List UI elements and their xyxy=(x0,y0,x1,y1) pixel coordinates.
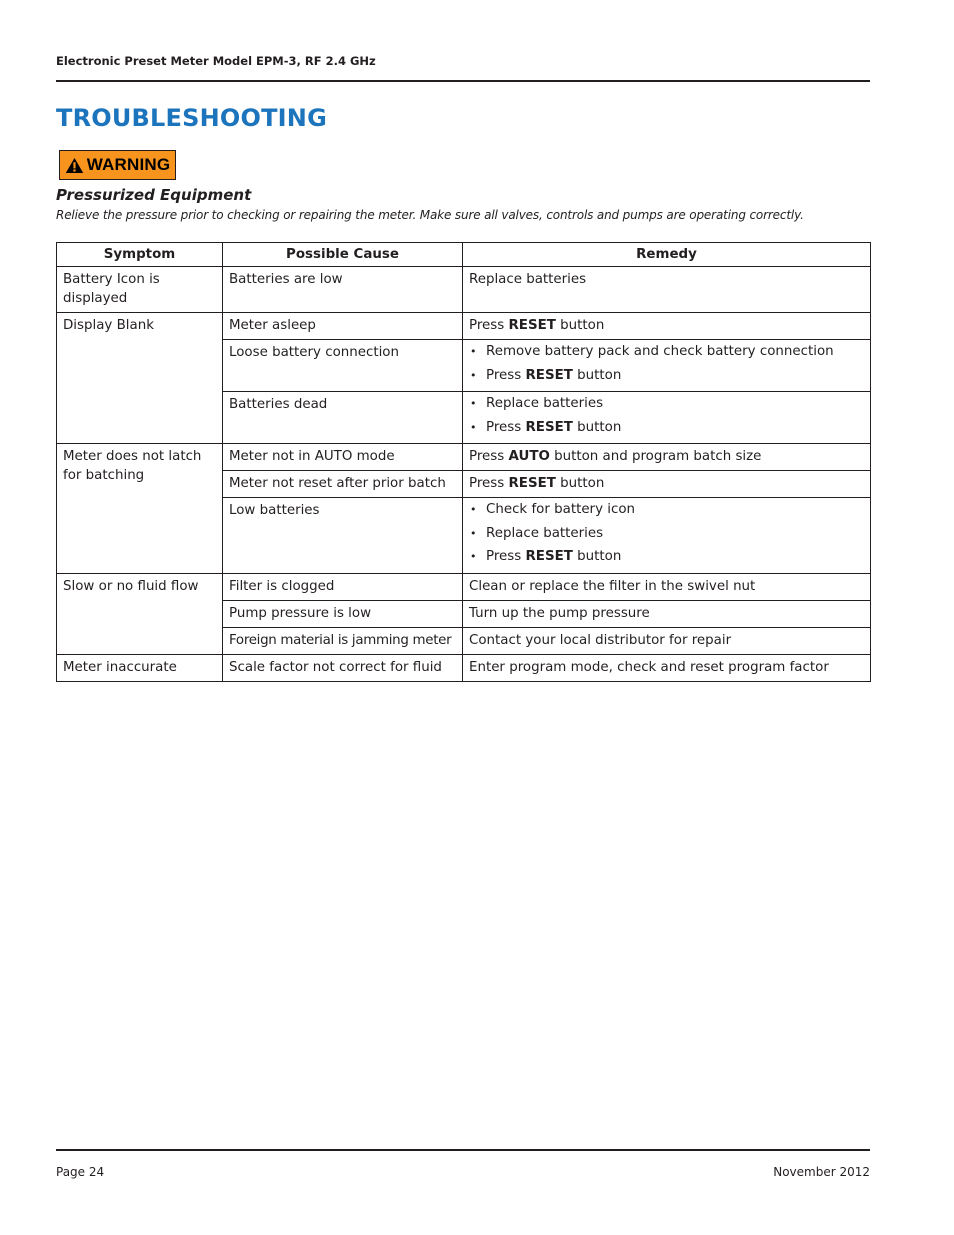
hazard-text: Relieve the pressure prior to checking or repairing the meter. Make sure all valves, controls and pumps are operating correctly. xyxy=(56,208,804,222)
remedy-text: Press xyxy=(469,476,509,491)
remedy-bullet xyxy=(469,392,864,416)
button-name: RESET xyxy=(525,367,573,383)
remedy-bullet xyxy=(469,522,864,546)
remedy-cell: Replace batteries xyxy=(463,267,871,313)
symptom-cell: Slow or no fluid flow xyxy=(57,573,223,654)
remedy-list xyxy=(469,392,864,439)
button-name: AUTO xyxy=(508,449,550,464)
remedy-bullet xyxy=(469,545,864,569)
button-name: RESET xyxy=(525,419,573,435)
cause-cell: Loose battery connection xyxy=(223,340,463,392)
cause-cell: Foreign material is jamming meter xyxy=(223,627,463,654)
header-remedy: Remedy xyxy=(463,243,871,267)
warning-label: WARNING xyxy=(86,155,171,174)
cause-cell: Meter not reset after prior batch xyxy=(223,471,463,498)
remedy-cell xyxy=(463,471,871,498)
remedy-text: Press xyxy=(469,318,509,333)
remedy-text: button xyxy=(555,318,605,333)
document-header-title: Electronic Preset Meter Model EPM-3, RF 2.4 GHz xyxy=(56,54,376,68)
table-row xyxy=(57,444,871,471)
table-row xyxy=(57,267,871,313)
remedy-text: Replace batteries xyxy=(486,525,604,541)
remedy-text: button xyxy=(555,476,605,491)
publication-date: November 2012 xyxy=(773,1165,870,1179)
remedy-cell: Contact your local distributor for repair xyxy=(463,627,871,654)
page-number: Page 24 xyxy=(56,1165,105,1179)
remedy-bullet xyxy=(469,498,864,522)
header-symptom: Symptom xyxy=(57,243,223,267)
remedy-list xyxy=(469,498,864,569)
cause-cell: Filter is clogged xyxy=(223,573,463,600)
warning-triangle-icon xyxy=(65,157,84,174)
remedy-text: Check for battery icon xyxy=(486,502,636,517)
cause-cell: Meter not in AUTO mode xyxy=(223,444,463,471)
remedy-cell xyxy=(463,392,871,444)
remedy-cell xyxy=(463,498,871,574)
remedy-text: Press xyxy=(486,419,526,435)
cause-cell: Meter asleep xyxy=(223,313,463,340)
button-name: RESET xyxy=(508,476,556,491)
header-divider xyxy=(56,80,870,82)
remedy-cell: Turn up the pump pressure xyxy=(463,600,871,627)
cause-cell: Low batteries xyxy=(223,498,463,574)
cause-cell: Scale factor not correct for fluid xyxy=(223,654,463,681)
remedy-text: Press xyxy=(469,449,509,464)
table-header-row xyxy=(57,243,871,267)
remedy-text: button xyxy=(572,549,622,564)
symptom-cell: Display Blank xyxy=(57,313,223,444)
remedy-cell: Clean or replace the filter in the swivel nut xyxy=(463,573,871,600)
remedy-bullet xyxy=(469,340,864,364)
table-row xyxy=(57,654,871,681)
cause-cell: Batteries dead xyxy=(223,392,463,444)
remedy-cell xyxy=(463,313,871,340)
cause-cell: Pump pressure is low xyxy=(223,600,463,627)
remedy-text: button and program batch size xyxy=(549,449,762,464)
remedy-list xyxy=(469,340,864,387)
remedy-text: Replace batteries xyxy=(486,396,604,411)
troubleshooting-table xyxy=(56,242,871,682)
remedy-text: Press xyxy=(486,549,526,564)
footer-divider xyxy=(56,1149,870,1151)
remedy-text: Press xyxy=(486,367,526,383)
table-row xyxy=(57,313,871,340)
button-name: RESET xyxy=(508,318,556,333)
table-row xyxy=(57,573,871,600)
remedy-bullet xyxy=(469,364,864,388)
remedy-bullet xyxy=(469,416,864,440)
hazard-title: Pressurized Equipment xyxy=(56,186,252,204)
symptom-cell: Meter does not latch for batching xyxy=(57,444,223,574)
remedy-text: Remove battery pack and check battery connection xyxy=(486,344,834,359)
symptom-cell: Meter inaccurate xyxy=(57,654,223,681)
warning-badge xyxy=(59,150,176,180)
remedy-cell xyxy=(463,340,871,392)
remedy-cell xyxy=(463,444,871,471)
remedy-text: button xyxy=(572,419,622,435)
button-name: RESET xyxy=(525,549,573,564)
section-title: TROUBLESHOOTING xyxy=(56,104,327,132)
header-possible-cause: Possible Cause xyxy=(223,243,463,267)
cause-cell: Batteries are low xyxy=(223,267,463,313)
remedy-text: button xyxy=(572,367,622,383)
symptom-cell: Battery Icon is displayed xyxy=(57,267,223,313)
remedy-cell: Enter program mode, check and reset program factor xyxy=(463,654,871,681)
